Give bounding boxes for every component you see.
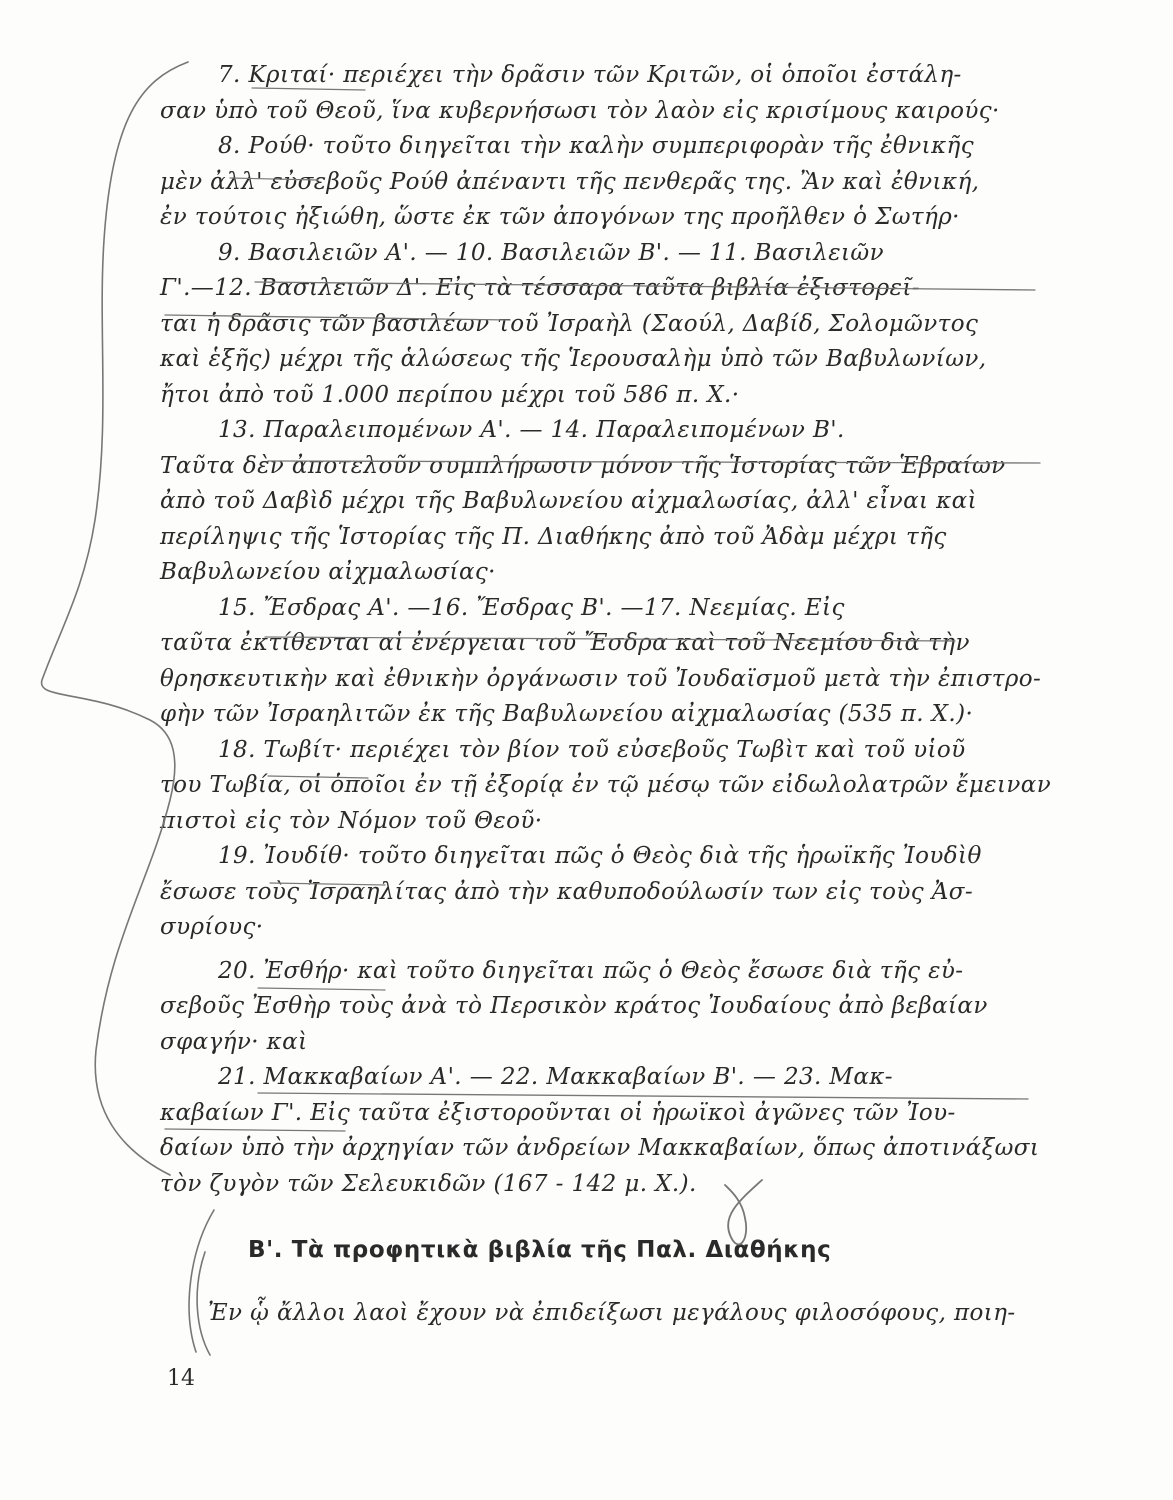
text-line: τὸν ζυγὸν τῶν Σελευκιδῶν (167 - 142 μ. Χ.). — [160, 1170, 697, 1197]
text-line: καὶ ἑξῆς) μέχρι τῆς ἁλώσεως τῆς Ἱερουσαλὴμ ὑπὸ τῶν Βαβυλωνίων, — [160, 346, 987, 372]
text-line: σφαγήν· καὶ — [160, 1028, 308, 1055]
text-line: 9. Βασιλειῶν Α'. — 10. Βασιλειῶν Β'. — 11. Βασιλειῶν — [218, 239, 884, 266]
text-line: Βαβυλωνείου αἰχμαλωσίας· — [160, 559, 496, 585]
text-line: σαν ὑπὸ τοῦ Θεοῦ, ἵνα κυβερνήσωσι τὸν λαὸν εἰς κρισίμους καιρούς· — [160, 97, 1000, 124]
text-line: πιστοὶ εἰς τὸν Νόμον τοῦ Θεοῦ· — [160, 807, 543, 834]
text-line: του Τωβία, οἱ ὁποῖοι ἐν τῇ ἐξορίᾳ ἐν τῷ μέσῳ τῶν εἰδωλολατρῶν ἔμειναν — [160, 772, 1052, 798]
text-line: σεβοῦς Ἐσθὴρ τοὺς ἀνὰ τὸ Περσικὸν κράτος Ἰουδαίους ἀπὸ βεβαίαν — [160, 993, 988, 1019]
text-line: ἐν τούτοις ἠξιώθη, ὥστε ἐκ τῶν ἀπογόνων της προῆλθεν ὁ Σωτήρ· — [160, 204, 960, 230]
text-line: 15. Ἔσδρας Α'. —16. Ἔσδρας Β'. —17. Νεεμίας. Εἰς — [218, 594, 845, 621]
text-line: θρησκευτικὴν καὶ ἐθνικὴν ὀργάνωσιν τοῦ Ἰουδαϊσμοῦ μετὰ τὴν ἐπιστρο- — [160, 665, 1042, 692]
text-line: ἀπὸ τοῦ Δαβὶδ μέχρι τῆς Βαβυλωνείου αἰχμαλωσίας, ἀλλ' εἶναι καὶ — [160, 488, 977, 514]
text-line: ἤτοι ἀπὸ τοῦ 1.000 περίπου μέχρι τοῦ 586 π. Χ.· — [160, 381, 740, 408]
text-line: φὴν τῶν Ἰσραηλιτῶν ἐκ τῆς Βαβυλωνείου αἰχμαλωσίας (535 π. Χ.)· — [160, 701, 974, 727]
text-line: 19. Ἰουδίθ· τοῦτο διηγεῖται πῶς ὁ Θεὸς διὰ τῆς ἡρωϊκῆς Ἰουδὶθ — [218, 843, 982, 869]
text-line: 13. Παραλειπομένων Α'. — 14. Παραλειπομένων Β'. — [218, 417, 845, 443]
body-text — [160, 58, 1052, 1202]
text-line: 21. Μακκαβαίων Α'. — 22. Μακκαβαίων Β'. — 23. Μακ- — [218, 1064, 893, 1090]
text-line: Γ'.—12. Βασιλειῶν Δ'. Εἰς τὰ τέσσαρα ταῦτα βιβλία ἐξιστορεῖ- — [160, 275, 920, 301]
text-line: ταῦτα ἐκτίθενται αἱ ἐνέργειαι τοῦ Ἔσδρα καὶ τοῦ Νεεμίου διὰ τὴν — [160, 630, 970, 656]
text-line: καβαίων Γ'. Εἰς ταῦτα ἐξιστοροῦνται οἱ ἡρωϊκοὶ ἀγῶνες τῶν Ἰου- — [160, 1099, 956, 1126]
text-line: 18. Τωβίτ· περιέχει τὸν βίον τοῦ εὐσεβοῦς Τωβὶτ καὶ τοῦ υἱοῦ — [218, 736, 966, 763]
text-line: ἔσωσε τοὺς Ἰσραηλίτας ἀπὸ τὴν καθυποδούλωσίν των εἰς τοὺς Ἀσ- — [160, 878, 974, 905]
page-number: 14 — [167, 1366, 195, 1391]
text-line: 20. Ἐσθήρ· καὶ τοῦτο διηγεῖται πῶς ὁ Θεὸς ἔσωσε διὰ τῆς εὐ- — [218, 957, 964, 984]
text-line: περίληψις τῆς Ἱστορίας τῆς Π. Διαθήκης ἀπὸ τοῦ Ἀδὰμ μέχρι τῆς — [160, 523, 947, 550]
margin-bracket-mark — [189, 1210, 214, 1355]
section-heading: Β'. Τὰ προφητικὰ βιβλία τῆς Παλ. Διαθήκης — [248, 1237, 832, 1263]
text-line: Ταῦτα δὲν ἀποτελοῦν συμπλήρωσιν μόνον τῆς Ἱστορίας τῶν Ἑβραίων — [160, 452, 1006, 479]
text-line: Ἐν ᾧ ἄλλοι λαοὶ ἔχουν νὰ ἐπιδείξωσι μεγάλους φιλοσόφους, ποιη- — [208, 1300, 1016, 1326]
text-line: 7. Κριταί· περιέχει τὴν δρᾶσιν τῶν Κριτῶν, οἱ ὁποῖοι ἐστάλη- — [218, 62, 962, 88]
text-line: συρίους· — [160, 914, 264, 940]
text-line: ται ἡ δρᾶσις τῶν βασιλέων τοῦ Ἰσραὴλ (Σαούλ, Δαβίδ, Σολομῶντος — [160, 310, 979, 337]
text-line: 8. Ρούθ· τοῦτο διηγεῖται τὴν καλὴν συμπεριφορὰν τῆς ἐθνικῆς — [218, 133, 975, 159]
text-line: δαίων ὑπὸ τὴν ἀρχηγίαν τῶν ἀνδρείων Μακκαβαίων, ὅπως ἀποτινάξωσι — [160, 1135, 1040, 1161]
text-line: μὲν ἀλλ' εὐσεβοῦς Ρούθ ἀπέναντι τῆς πενθερᾶς της. Ἂν καὶ ἐθνική, — [160, 168, 980, 195]
